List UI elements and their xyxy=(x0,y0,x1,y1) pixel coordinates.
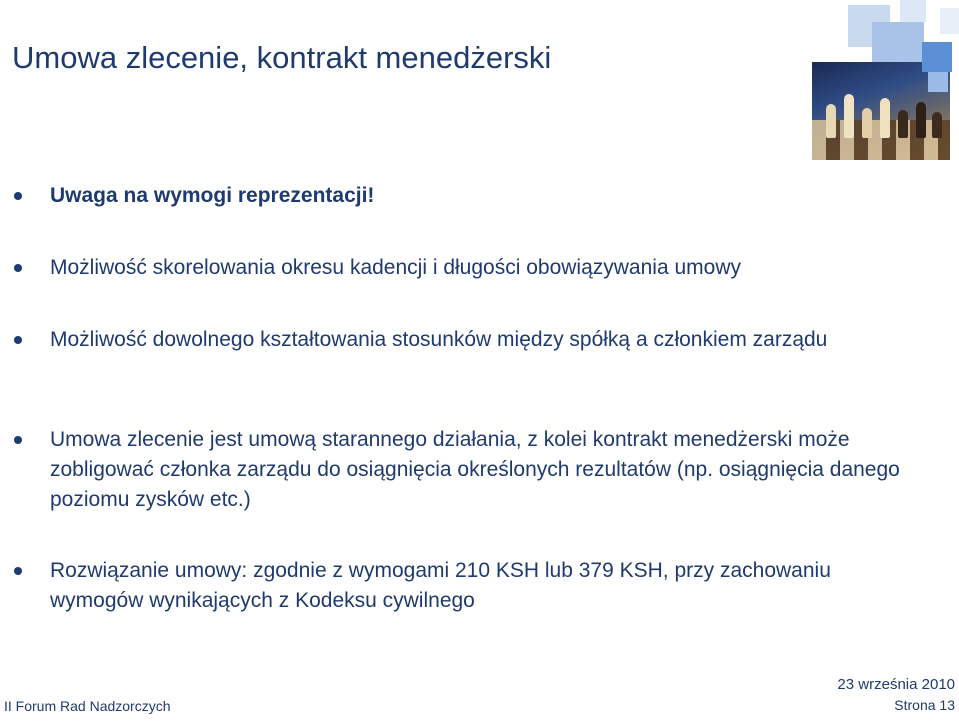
bullet-text: Rozwiązanie umowy: zgodnie z wymogami 210 KSH lub 379 KSH, przy zachowaniu wymogów wynikających z Kodeksu cywilnego xyxy=(50,559,831,612)
slide-title: Umowa zlecenie, kontrakt menedżerski xyxy=(12,40,552,75)
bullet-text: Uwaga na wymogi reprezentacji! xyxy=(50,184,375,207)
bullet-text: Możliwość dowolnego kształtowania stosunków między spółką a członkiem zarządu xyxy=(50,328,828,351)
footer-date: 23 września 2010 xyxy=(837,676,955,693)
bullet-dot xyxy=(14,336,22,344)
bullet-text: Umowa zlecenie jest umową starannego działania, z kolei kontrakt menedżerski może zobligować członka zarządu do osiągnięcia określonych rezultatów (np. osiągnięcia danego poziomu zysków etc.) xyxy=(50,428,900,511)
bullet-dot xyxy=(14,567,22,575)
footer-event-name: II Forum Rad Nadzorczych xyxy=(4,698,171,714)
bullet-dot xyxy=(14,436,22,444)
bullet-dot xyxy=(14,264,22,272)
bullet-text: Możliwość skorelowania okresu kadencji i długości obowiązywania umowy xyxy=(50,256,741,279)
footer-page-number: Strona 13 xyxy=(894,697,955,713)
bullet-dot xyxy=(14,192,22,200)
